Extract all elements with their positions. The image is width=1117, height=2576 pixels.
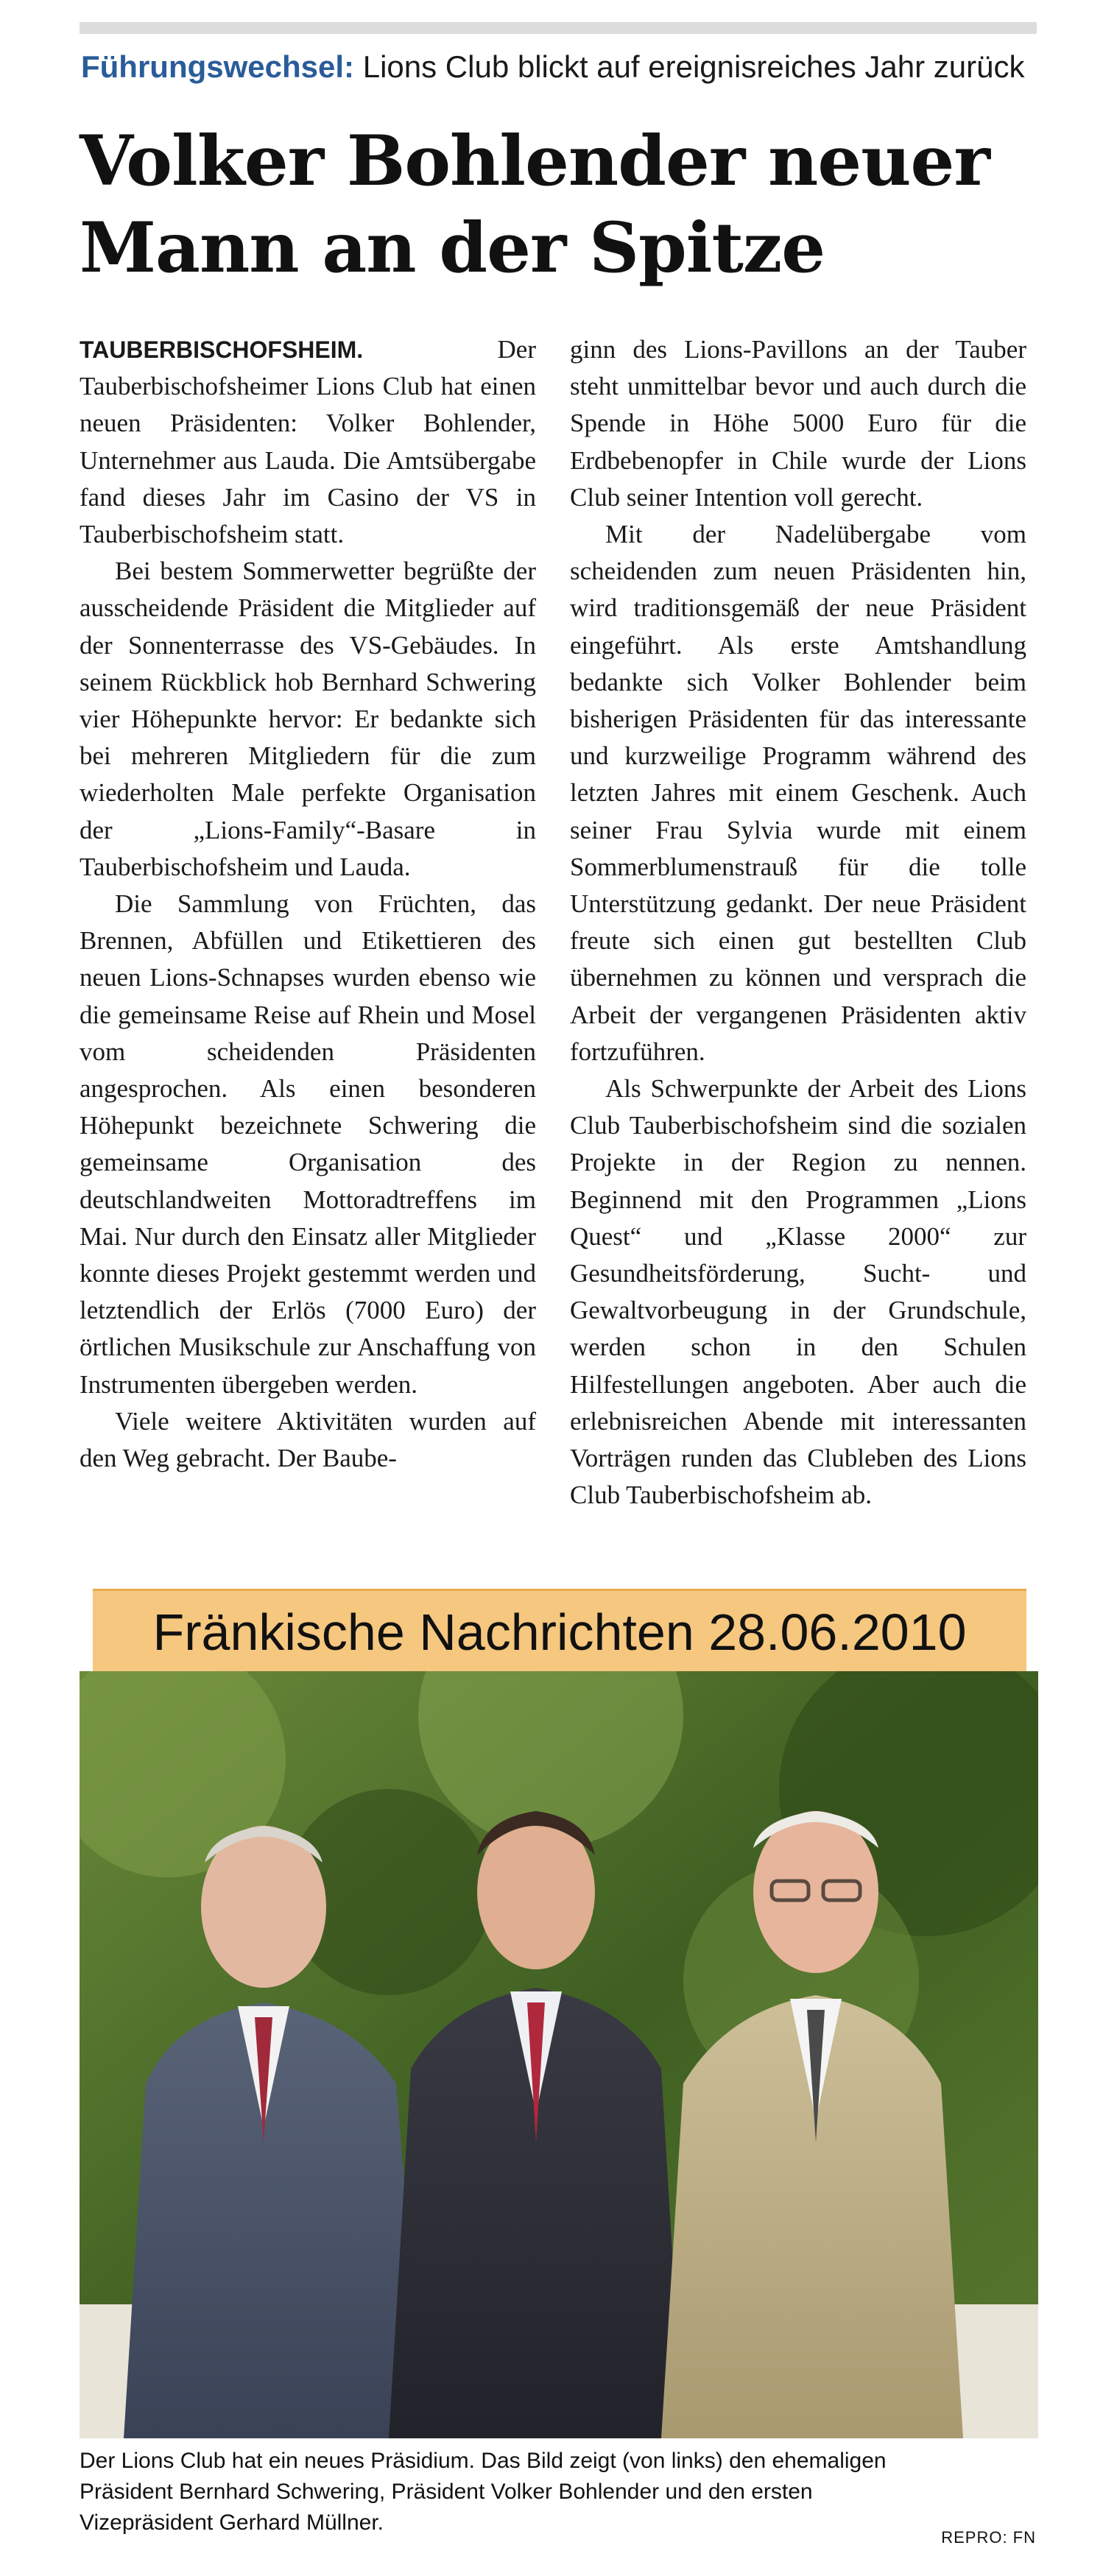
headline-line-2: Mann an der Spitze <box>80 208 825 289</box>
paragraph <box>80 331 536 553</box>
top-rule <box>80 22 1037 34</box>
caption-line: Präsident Bernhard Schwering, Präsident Volker Bohlender und den ersten <box>80 2480 813 2504</box>
photo-illustration <box>80 1671 1038 2438</box>
source-date-banner <box>93 1589 1026 1673</box>
caption-line: Vizepräsident Gerhard Müllner. <box>80 2510 384 2535</box>
paragraph: Die Sammlung von Früchten, das Brennen, Abfüllen und Etikettieren des neuen Lions-Schnapses wurden ebenso wie die gemeinsame Reise auf Rhein und Mosel vom scheidenden Präsidenten angesprochen. Als einen besonderen Höhepunkt bezeichnete Schwering die gemeinsame Organisation des deutschlandweiten Mottoradtreffens im Mai. Nur durch den Einsatz aller Mitglieder konnte dieses Projekt gestemmt werden und letztendlich der Erlös (7000 Euro) der örtlichen Musikschule zur Anschaffung von Instrumenten übergeben werden. <box>80 889 536 1399</box>
paragraph: ginn des Lions-Pavillons an der Tauber steht unmittelbar bevor und auch durch die Spende in Höhe 5000 Euro für die Erdbebenopfer in Chile wurde der Lions Club seiner Intention voll gerecht. <box>570 335 1026 512</box>
paragraph: Viele weitere Aktivitäten wurden auf den Weg gebracht. Der Baube- <box>80 1406 536 1473</box>
caption-line: Der Lions Club hat ein neues Präsidium. Das Bild zeigt (von links) den ehemaligen <box>80 2449 887 2473</box>
kicker-line <box>81 46 1025 88</box>
headline-line-1: Volker Bohlender neuer <box>80 121 990 202</box>
paragraph-text: Der Tauberbischofsheimer Lions Club hat einen neuen Präsidenten: Volker Bohlender, Unternehmer aus Lauda. Die Amtsübergabe fand dieses Jahr im Casino der VS in Tauberbischofsheim statt. <box>80 335 536 549</box>
dateline: TAUBERBISCHOFSHEIM. <box>80 336 364 363</box>
banner-text: Fränkische Nachrichten 28.06.2010 <box>152 1603 967 1661</box>
paragraph: Bei bestem Sommerwetter begrüßte der ausscheidende Präsident die Mitglieder auf der Sonnenterrasse des VS-Gebäudes. In seinem Rückblick hob Bernhard Schwering vier Höhepunkte hervor: Er bedankte sich bei mehreren Mitgliedern für die zum wiederholten Male perfekte Organisation der „Lions-Family“-Basare in Tauberbischofsheim und Lauda. <box>80 557 536 881</box>
paragraph: Als Schwerpunkte der Arbeit des Lions Club Tauberbischofsheim sind die sozialen Projekte in der Region zu nennen. Beginnend mit den Programmen „Lions Quest“ und „Klasse 2000“ zur Gesundheitsförderung, Sucht- und Gewaltvorbeugung in der Grundschule, werden schon in den Schulen Hilfestellungen angeboten. Aber auch die erlebnisreichen Abende mit interessanten Vorträgen runden das Clubleben des Lions Club Tauberbischofsheim ab. <box>570 1074 1026 1510</box>
article-column-left <box>80 331 536 1477</box>
article-photo <box>80 1671 1038 2438</box>
photo-credit: REPRO: FN <box>941 2528 1036 2547</box>
paragraph: Mit der Nadelübergabe vom scheidenden zum neuen Präsidenten hin, wird traditionsgemäß der neue Präsident eingeführt. Als erste Amtshandlung bedankte sich Volker Bohlender beim bisherigen Präsidenten für das interessante und kurzweilige Programm während des letzten Jahres mit einem Geschenk. Auch seiner Frau Sylvia wurde mit einem Sommerblumenstrauß für die tolle Unterstützung gedankt. Der neue Präsident freute sich einen gut bestellten Club übernehmen zu können und versprach die Arbeit der vergangenen Präsidenten aktiv fortzuführen. <box>570 520 1026 1066</box>
article-column-right <box>570 331 1026 1514</box>
headline <box>80 118 1037 292</box>
kicker-text: Lions Club blickt auf ereignisreiches Jahr zurück <box>354 49 1025 84</box>
kicker-lead: Führungswechsel: <box>81 49 355 84</box>
photo-caption <box>80 2446 1037 2538</box>
